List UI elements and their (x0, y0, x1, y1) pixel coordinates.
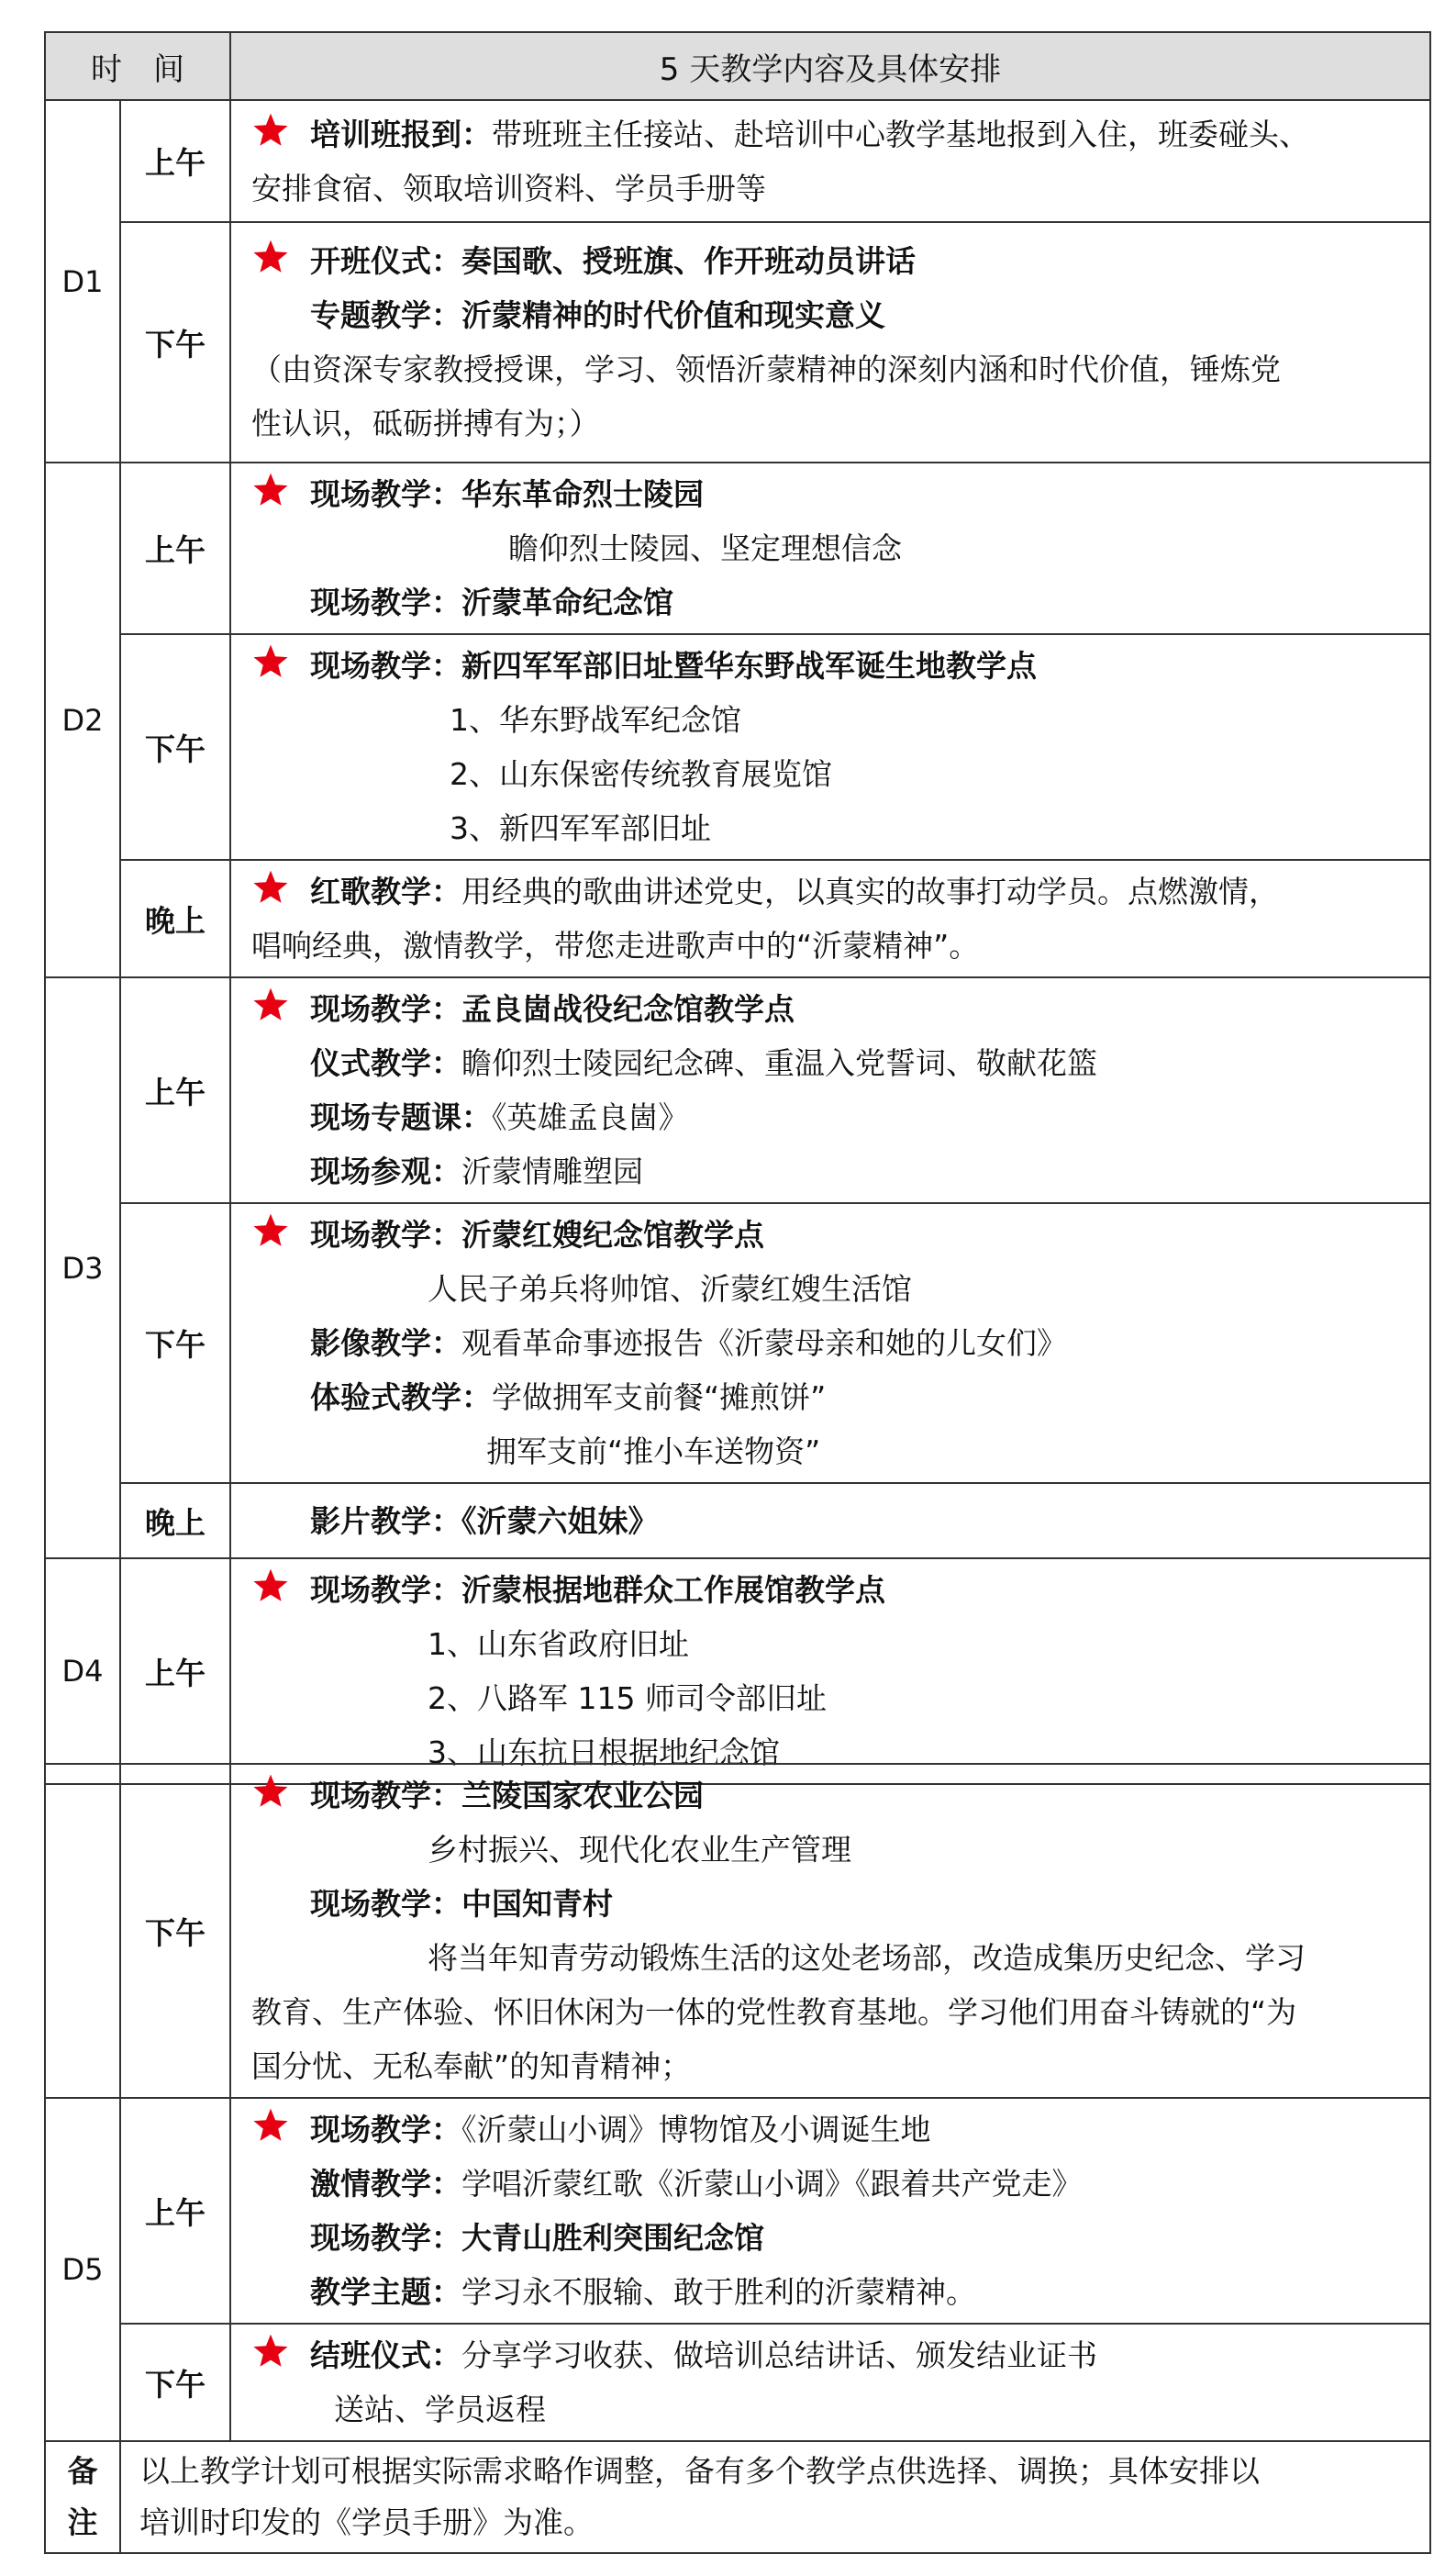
header-time: 时 间 (45, 32, 230, 100)
table-row (45, 860, 1430, 977)
content-cell: 现场教学：《沂蒙山小调》博物馆及小调诞生地 激情教学：学唱沂蒙红歌《沂蒙山小调》《跟着共产党走》 现场教学：大青山胜利突围纪念馆 教学主题：学习永不服输、敢于胜利的沂蒙精神。 (230, 2098, 1430, 2324)
period-label: 晚上 (120, 860, 230, 977)
day-label: D1 (45, 100, 120, 463)
content-cell: 培训班报到：带班班主任接站、赴培训中心教学基地报到入住，班委碰头、 安排食宿、领取培训资料、学员手册等 (230, 100, 1430, 222)
day-label: D2 (45, 463, 120, 977)
day-label: D3 (45, 977, 120, 1558)
star-icon (251, 2332, 290, 2370)
content-cell: 开班仪式：奏国歌、授班旗、作开班动员讲话 专题教学：沂蒙精神的时代价值和现实意义 （由资深专家教授授课，学习、领悟沂蒙精神的深刻内涵和时代价值，锤炼党 性认识，砥砺拼搏有为；） (230, 222, 1430, 463)
star-icon (251, 986, 290, 1024)
table-row (45, 1203, 1430, 1483)
table-row (45, 977, 1430, 1203)
star-icon (251, 238, 290, 276)
star-icon (251, 1567, 290, 1605)
day-label-empty (45, 1764, 120, 2098)
star-icon (251, 1211, 290, 1250)
content-cell: 结班仪式：分享学习收获、做培训总结讲话、颁发结业证书 送站、学员返程 (230, 2324, 1430, 2441)
period-label: 上午 (120, 100, 230, 222)
content-cell: 红歌教学：用经典的歌曲讲述党史，以真实的故事打动学员。点燃激情， 唱响经典，激情教学，带您走进歌声中的“沂蒙精神”。 (230, 860, 1430, 977)
table-row (45, 1764, 1430, 2098)
period-label: 上午 (120, 2098, 230, 2324)
table-row (45, 222, 1430, 463)
header-content: 5 天教学内容及具体安排 (230, 32, 1430, 100)
period-label: 下午 (120, 1203, 230, 1483)
star-icon (251, 868, 290, 907)
table-row (45, 634, 1430, 860)
content-cell: 现场教学：沂蒙红嫂纪念馆教学点 人民子弟兵将帅馆、沂蒙红嫂生活馆 影像教学：观看革命事迹报告《沂蒙母亲和她的儿女们》 体验式教学：学做拥军支前餐“摊煎饼” 拥军支前“推小车送物资” (230, 1203, 1430, 1483)
content-cell: 现场教学：兰陵国家农业公园 乡村振兴、现代化农业生产管理 现场教学：中国知青村 将当年知青劳动锻炼生活的这处老场部，改造成集历史纪念、学习 教育、生产体验、怀旧休闲为一体的党性教育基地。学习他们用奋斗铸就的“为 国分忧、无私奉献”的知青精神； (230, 1764, 1430, 2098)
period-label: 上午 (120, 977, 230, 1203)
star-icon (251, 471, 290, 509)
notes-label: 备 注 (45, 2441, 120, 2553)
content-cell: 现场教学：新四军军部旧址暨华东野战军诞生地教学点 1、华东野战军纪念馆 2、山东保密传统教育展览馆 3、新四军军部旧址 (230, 634, 1430, 860)
header-row (45, 32, 1430, 100)
period-label: 晚上 (120, 1483, 230, 1558)
notes-row (45, 2441, 1430, 2553)
content-cell: 现场教学：孟良崮战役纪念馆教学点 仪式教学：瞻仰烈士陵园纪念碑、重温入党誓词、敬献花篮 现场专题课：《英雄孟良崮》 现场参观：沂蒙情雕塑园 (230, 977, 1430, 1203)
day-label: D4 (45, 1558, 120, 1784)
table-row (45, 1483, 1430, 1558)
star-icon (251, 1772, 290, 1811)
day-label: D5 (45, 2098, 120, 2441)
period-label: 下午 (120, 222, 230, 463)
table-row (45, 1558, 1430, 1784)
content-cell: 现场教学：华东革命烈士陵园 瞻仰烈士陵园、坚定理想信念 现场教学：沂蒙革命纪念馆 (230, 463, 1430, 634)
content-cell: 现场教学：沂蒙根据地群众工作展馆教学点 1、山东省政府旧址 2、八路军 115 师司令部旧址 3、山东抗日根据地纪念馆 (230, 1558, 1430, 1784)
star-icon (251, 111, 290, 150)
table-row (45, 463, 1430, 634)
schedule-table (44, 31, 1431, 1785)
period-label: 上午 (120, 463, 230, 634)
star-icon (251, 2106, 290, 2145)
period-label: 下午 (120, 634, 230, 860)
table-row (45, 2098, 1430, 2324)
period-label: 下午 (120, 1764, 230, 2098)
table-row (45, 100, 1430, 222)
notes-content: 以上教学计划可根据实际需求略作调整，备有多个教学点供选择、调换；具体安排以 培训时印发的《学员手册》为准。 (120, 2441, 1430, 2553)
table-row (45, 2324, 1430, 2441)
star-icon (251, 642, 290, 681)
period-label: 下午 (120, 2324, 230, 2441)
content-cell: 影片教学：《沂蒙六姐妹》 (230, 1483, 1430, 1558)
schedule-table-continued (44, 1763, 1431, 2554)
period-label: 上午 (120, 1558, 230, 1784)
